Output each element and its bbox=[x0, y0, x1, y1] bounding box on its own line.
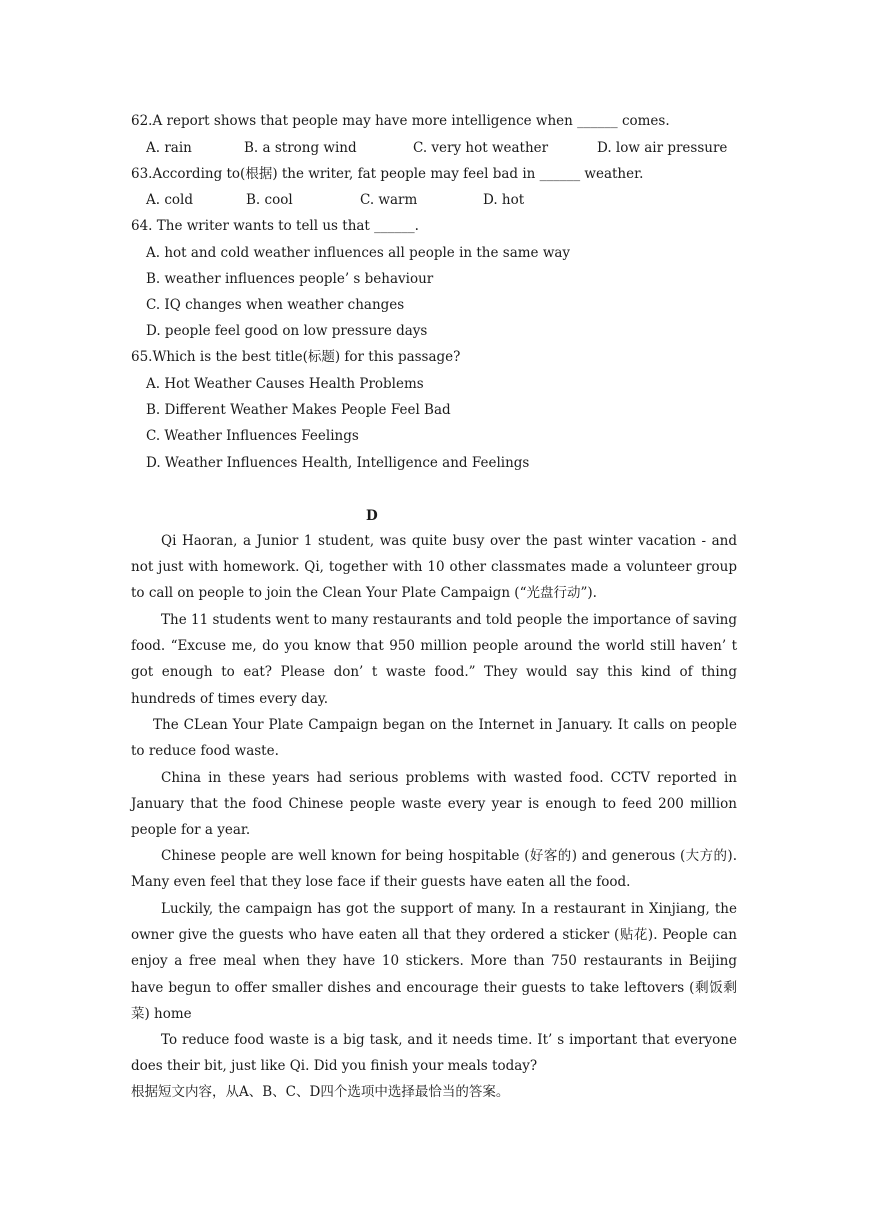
passage-paragraph-5: Chinese people are well known for being hospitable (好客的) and generous (大方的). Many even feel that they lose face if their guests have eaten all the food. bbox=[131, 848, 737, 891]
passage-paragraph-1: Qi Haoran, a Junior 1 student, was quite busy over the past winter vacation - and not just with homework. Qi, together with 10 other classmates made a volunteer group to call on people to join the Clean Your Plate Campaign (“光盘行动”). bbox=[131, 533, 737, 602]
question-62-options bbox=[146, 139, 746, 157]
question-64-option-c: C. IQ changes when weather changes bbox=[146, 297, 405, 313]
question-63-options bbox=[146, 191, 746, 209]
question-62-option-c: C. very hot weather bbox=[413, 140, 549, 156]
question-62-option-a: A. rain bbox=[146, 140, 192, 156]
question-63-option-d: D. hot bbox=[483, 192, 525, 208]
answer-instruction: 根据短文内容，从A、B、C、D四个选项中选择最恰当的答案。 bbox=[131, 1084, 510, 1100]
question-64-option-d: D. people feel good on low pressure days bbox=[146, 323, 428, 339]
question-63-stem: 63.According to(根据) the writer, fat people may feel bad in ______ weather. bbox=[131, 166, 644, 182]
question-64-option-a: A. hot and cold weather influences all people in the same way bbox=[146, 245, 571, 261]
question-62-option-d: D. low air pressure bbox=[597, 140, 728, 156]
question-63-option-a: A. cold bbox=[146, 192, 193, 208]
question-64-option-b: B. weather influences people’ s behaviour bbox=[146, 271, 434, 287]
passage-paragraph-7: To reduce food waste is a big task, and it needs time. It’ s important that everyone does their bit, just like Qi. Did you finish your meals today? bbox=[131, 1032, 737, 1075]
question-63-option-b: B. cool bbox=[246, 192, 293, 208]
question-62-stem: 62.A report shows that people may have more intelligence when ______ comes. bbox=[131, 113, 670, 129]
question-64-stem: 64. The writer wants to tell us that ______. bbox=[131, 218, 419, 234]
question-65-stem: 65.Which is the best title(标题) for this passage? bbox=[131, 349, 461, 365]
section-heading: D bbox=[366, 508, 378, 524]
passage-paragraph-6: Luckily, the campaign has got the support of many. In a restaurant in Xinjiang, the owner give the guests who have eaten all that they ordered a sticker (贴花). People can enjoy a free meal when they have 10 stickers. More than 750 restaurants in Beijing have begun to offer smaller dishes and encourage their guests to take leftovers (剩饭剩菜) home bbox=[131, 901, 737, 1022]
question-65-option-a: A. Hot Weather Causes Health Problems bbox=[146, 376, 424, 392]
passage-paragraph-4: China in these years had serious problems with wasted food. CCTV reported in January that the food Chinese people waste every year is enough to feed 200 million people for a year. bbox=[131, 770, 737, 839]
question-65-option-b: B. Different Weather Makes People Feel Bad bbox=[146, 402, 451, 418]
question-63-option-c: C. warm bbox=[360, 192, 418, 208]
question-65-option-d: D. Weather Influences Health, Intelligence and Feelings bbox=[146, 455, 530, 471]
question-65-option-c: C. Weather Influences Feelings bbox=[146, 428, 359, 444]
question-62-option-b: B. a strong wind bbox=[244, 140, 357, 156]
passage-paragraph-2: The 11 students went to many restaurants and told people the importance of saving food. “Excuse me, do you know that 950 million people around the world still haven’ t got enough to eat? Please don’ t waste food.” They would say this kind of thing hundreds of times every day. bbox=[131, 612, 738, 707]
passage-paragraph-3: The CLean Your Plate Campaign began on the Internet in January. It calls on people to reduce food waste. bbox=[131, 717, 737, 760]
